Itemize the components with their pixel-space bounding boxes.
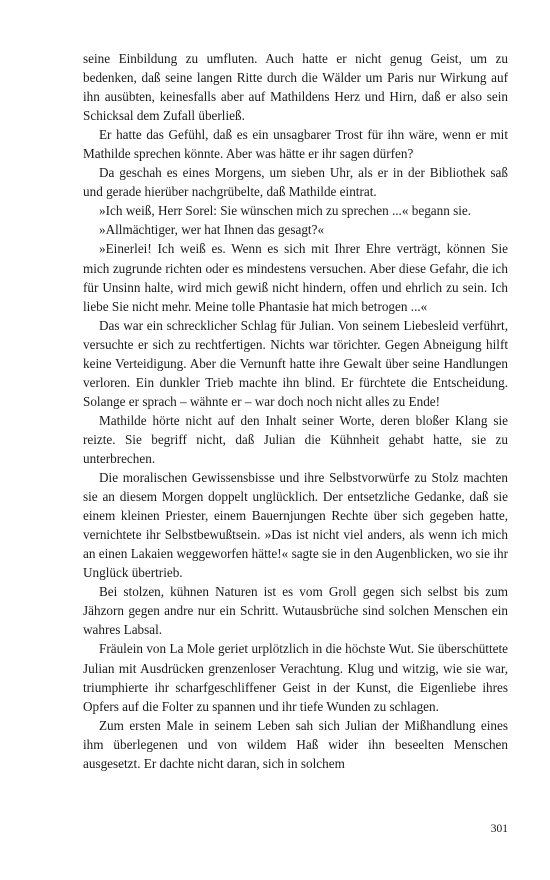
paragraph-continued: seine Einbildung zu umfluten. Auch hatte er nicht genug Geist, um zu bedenken, daß seine langen Ritte durch die Wälder um Paris nur Wirkung auf ihn ausübten, keinesfalls aber auf Mathildens Herz und Hirn, daß er also sein Schicksal dem Zufall überließ.: [83, 51, 508, 124]
paragraph: Er hatte das Gefühl, daß es ein unsagbarer Trost für ihn wäre, wenn er mit Mathilde sprechen könnte. Aber was hätte er ihr sagen dürfen?: [83, 127, 508, 162]
paragraph: »Ich weiß, Herr Sorel: Sie wünschen mich zu sprechen ...« begann sie.: [99, 203, 472, 219]
paragraph: Da geschah es eines Morgens, um sieben Uhr, als er in der Bibliothek saß und gerade hierüber nachgrübelte, daß Mathilde eintrat.: [83, 165, 508, 200]
paragraph: Fräulein von La Mole geriet urplötzlich in die höchste Wut. Sie überschüttete Julian mit Ausdrücken grenzenloser Verachtung. Klug und witzig, wie sie war, triumphierte ihr scharfgeschliffener Geist in der Kunst, die Eigenliebe ihres Opfers auf die Folter zu spannen und ihr tiefe Wunden zu schlagen.: [83, 641, 508, 714]
page-number: 301: [490, 823, 508, 835]
paragraph: »Einerlei! Ich weiß es. Wenn es sich mit Ihrer Ehre verträgt, können Sie mich zugrunde richten oder es mindestens versuchen. Aber diese Gefahr, die ich für Unsinn halte, wird mich gewiß nicht hindern, offen und ehrlich zu sein. Ich liebe Sie nicht mehr. Meine tolle Phantasie hat mich betrogen ...«: [83, 241, 508, 314]
paragraph: Das war ein schrecklicher Schlag für Julian. Von seinem Liebesleid verführt, versuchte er sich zu rechtfertigen. Nichts war törichter. Gegen Abneigung hilft keine Verteidigung. Aber die Vernunft hatte ihre Gewalt über seine Handlungen verloren. Ein dunkler Trieb machte ihn blind. Er fürchtete die Entscheidung. Solange er sprach – wähnte er – war doch noch nicht alles zu Ende!: [83, 317, 508, 409]
page-body-text: [83, 49, 508, 773]
paragraph: Die moralischen Gewissensbisse und ihre Selbstvorwürfe zu Stolz machten sie an diesem Morgen doppelt unglücklich. Der entsetzliche Gedanke, daß sie einem kleinen Priester, einem Bauernjungen Rechte über sich gegeben hatte, vernichtete ihr Selbstbewußtsein. »Das ist nicht viel anders, als wenn ich mich an einen Lakaien weggeworfen hätte!« sagte sie in den Augenblicken, wo sie ihr Unglück übertrieb.: [83, 470, 508, 581]
paragraph: Mathilde hörte nicht auf den Inhalt seiner Worte, deren bloßer Klang sie reizte. Sie begriff nicht, daß Julian die Kühnheit gehabt hatte, sie zu unterbrechen.: [83, 412, 508, 466]
paragraph: »Allmächtiger, wer hat Ihnen das gesagt?«: [99, 222, 325, 238]
paragraph: Zum ersten Male in seinem Leben sah sich Julian der Mißhandlung eines ihm überlegenen und von wildem Haß wider ihn beseelten Menschen ausgesetzt. Er dachte nicht daran, sich in solchem: [83, 717, 508, 771]
paragraph: Bei stolzen, kühnen Naturen ist es vom Groll gegen sich selbst bis zum Jähzorn gegen andre nur ein Schritt. Wutausbrüche sind solchen Menschen ein wahres Labsal.: [83, 584, 508, 638]
